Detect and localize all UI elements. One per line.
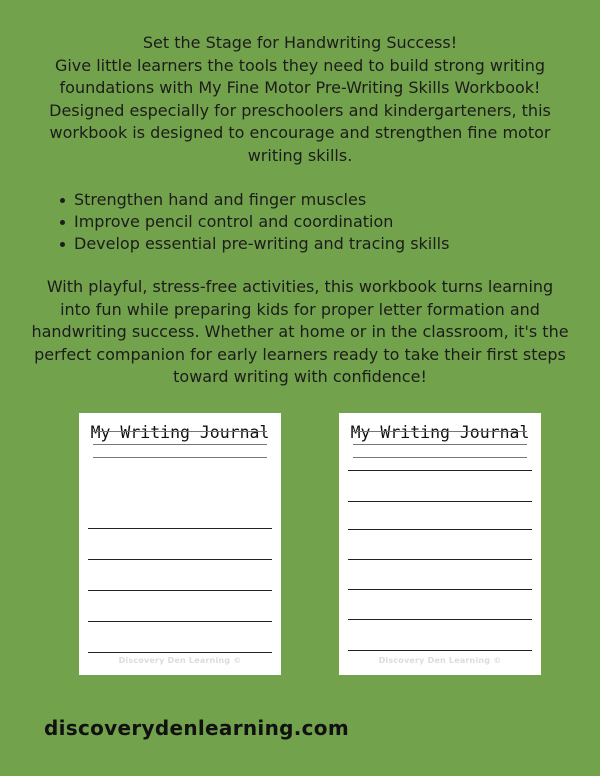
preview-title: My Writing Journal: [350, 423, 530, 442]
writing-line: [348, 501, 532, 502]
title-guide-line: [353, 444, 527, 445]
title-guide-line: [93, 457, 267, 458]
writing-line: [88, 652, 272, 653]
title-guide-line: [93, 444, 267, 445]
writing-line: [348, 589, 532, 590]
writing-line: [348, 559, 532, 560]
title-guide-line: [353, 457, 527, 458]
watermark: Discovery Den Learning ©: [118, 656, 242, 665]
writing-line: [348, 470, 532, 471]
intro-body: Give little learners the tools they need to build strong writing foundations with My Fine Motor Pre-Writing Skills Workbook! Designed especially for preschoolers and kindergarteners, this workbook is designed to encourage and strengthen fine motor writing skills.: [49, 55, 551, 165]
writing-line: [88, 590, 272, 591]
writing-line: [88, 621, 272, 622]
writing-line: [348, 529, 532, 530]
journal-preview-lined: [339, 413, 541, 675]
intro-heading: Set the Stage for Handwriting Success!: [142, 33, 458, 52]
writing-line: [88, 559, 272, 560]
title-guide-line: [93, 431, 267, 432]
title-guide-line: [353, 431, 527, 432]
writing-line: [348, 619, 532, 620]
writing-line: [348, 650, 532, 651]
watermark: Discovery Den Learning ©: [378, 656, 502, 665]
preview-title: My Writing Journal: [90, 423, 270, 442]
writing-line: [88, 528, 272, 529]
journal-preview-drawing: [79, 413, 281, 675]
benefits-list: [52, 189, 572, 255]
list-item: Improve pencil control and coordination: [52, 211, 572, 233]
closing-paragraph: With playful, stress-free activities, this workbook turns learning into fun while preparing kids for proper letter formation and handwriting success. Whether at home or in the classroom, it's the perfect companion for early learners ready to take their first steps toward writing with confidence!: [31, 277, 569, 386]
list-item: Strengthen hand and finger muscles: [52, 189, 572, 211]
website-link[interactable]: discoverydenlearning.com: [44, 716, 349, 740]
list-item: Develop essential pre-writing and tracing skills: [52, 233, 572, 255]
intro-text: [30, 32, 570, 167]
